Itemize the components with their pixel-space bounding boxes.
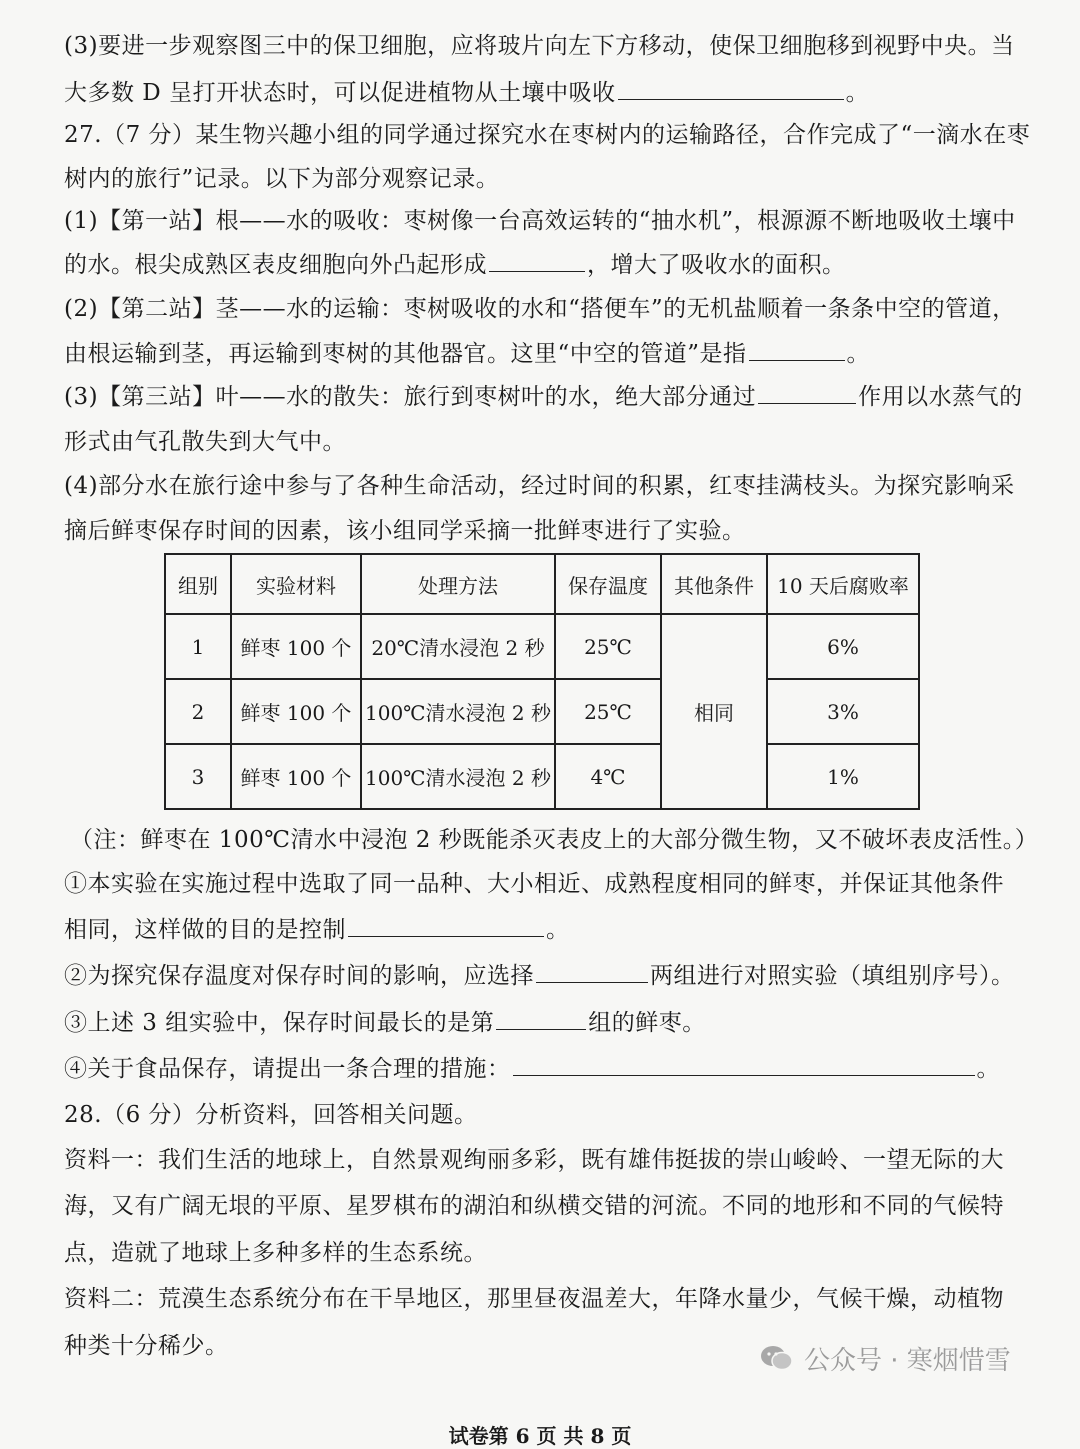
- question-27-1-line2: 的水。根尖成熟区表皮细胞向外凸起形成 ，增大了吸收水的面积。: [64, 249, 1040, 281]
- material-1-line3: 点，造就了地球上多种多样的生态系统。: [64, 1240, 487, 1266]
- table-cell: 25℃: [555, 679, 661, 744]
- table-row: [165, 614, 919, 679]
- material-2-line1: 资料二：荒漠生态系统分布在干旱地区，那里昼夜温差大，年降水量少，气候干燥，动植物: [64, 1286, 1004, 1312]
- table-cell: 1: [165, 614, 231, 679]
- answer-blank[interactable]: [618, 77, 844, 100]
- question-26-3-line2: 大多数 D 呈打开状态时，可以促进植物从土壤中吸收 。: [64, 77, 1040, 109]
- table-cell: 鲜枣 100 个: [231, 679, 361, 744]
- question-27-4-sub3: ③上述 3 组实验中，保存时间最长的是第 组的鲜枣。: [64, 1007, 1040, 1039]
- question-27-4-line2: 摘后鲜枣保存时间的因素，该小组同学采摘一批鲜枣进行了实验。: [64, 518, 746, 544]
- watermark: [760, 1340, 1060, 1376]
- question-27-heading-line1: 27.（7 分）某生物兴趣小组的同学通过探究水在枣树内的运输路径，合作完成了“一滴水在枣: [64, 122, 1031, 148]
- experiment-table: [164, 553, 920, 810]
- table-cell: 鲜枣 100 个: [231, 614, 361, 679]
- table-header: 其他条件: [661, 554, 767, 614]
- table-note: （注：鲜枣在 100℃清水中浸泡 2 秒既能杀灭表皮上的大部分微生物，又不破坏表皮活性。）: [70, 827, 1039, 853]
- question-27-4-sub1-line2: 相同，这样做的目的是控制 。: [64, 914, 1040, 946]
- question-27-3-line1: (3)【第三站】叶——水的散失：旅行到枣树叶的水，绝大部分通过 作用以水蒸气的: [64, 381, 1040, 413]
- table-cell: 100℃清水浸泡 2 秒: [361, 679, 555, 744]
- question-27-4-sub2: ②为探究保存温度对保存时间的影响，应选择 两组进行对照实验（填组别序号）。: [64, 960, 1040, 992]
- answer-blank[interactable]: [749, 338, 845, 361]
- answer-blank[interactable]: [489, 249, 585, 272]
- table-header: 组别: [165, 554, 231, 614]
- material-1-line2: 海，又有广阔无垠的平原、星罗棋布的湖泊和纵横交错的河流。不同的地形和不同的气候特: [64, 1193, 1004, 1219]
- table-cell-other-conditions: 相同: [661, 614, 767, 809]
- table-cell: 鲜枣 100 个: [231, 744, 361, 809]
- question-27-2-line2: 由根运输到茎，再运输到枣树的其他器官。这里“中空的管道”是指 。: [64, 338, 1040, 370]
- table-cell: 2: [165, 679, 231, 744]
- question-27-3-line2: 形式由气孔散失到大气中。: [64, 429, 346, 455]
- table-header: 10 天后腐败率: [767, 554, 919, 614]
- table-header-row: [165, 554, 919, 614]
- question-27-heading-line2: 树内的旅行”记录。以下为部分观察记录。: [64, 166, 500, 192]
- table-header: 实验材料: [231, 554, 361, 614]
- material-2-line2: 种类十分稀少。: [64, 1333, 229, 1359]
- answer-blank[interactable]: [496, 1007, 586, 1030]
- question-27-2-line1: (2)【第二站】茎——水的运输：枣树吸收的水和“搭便车”的无机盐顺着一条条中空的管道，: [64, 296, 1016, 322]
- question-26-3-line1: (3)要进一步观察图三中的保卫细胞，应将玻片向左下方移动，使保卫细胞移到视野中央。当: [64, 33, 1015, 59]
- watermark-text: 公众号 · 寒烟惜雪: [804, 1345, 1011, 1376]
- material-1-line1: 资料一：我们生活的地球上，自然景观绚丽多彩，既有雄伟挺拔的崇山峻岭、一望无际的大: [64, 1147, 1004, 1173]
- answer-blank[interactable]: [758, 381, 856, 404]
- answer-blank[interactable]: [513, 1053, 975, 1076]
- table-header: 处理方法: [361, 554, 555, 614]
- question-27-1-line1: (1)【第一站】根——水的吸收：枣树像一台高效运转的“抽水机”，根源源不断地吸收土壤中: [64, 208, 1016, 234]
- table-cell: 100℃清水浸泡 2 秒: [361, 744, 555, 809]
- question-27-4-sub4: ④关于食品保存，请提出一条合理的措施： 。: [64, 1053, 1040, 1085]
- table-cell: 6%: [767, 614, 919, 679]
- table-row: [165, 744, 919, 809]
- question-27-4-sub1-line1: ①本实验在实施过程中选取了同一品种、大小相近、成熟程度相同的鲜枣，并保证其他条件: [64, 871, 1004, 897]
- table-header: 保存温度: [555, 554, 661, 614]
- table-cell: 3: [165, 744, 231, 809]
- answer-blank[interactable]: [348, 914, 544, 937]
- question-27-4-line1: (4)部分水在旅行途中参与了各种生命活动，经过时间的积累，红枣挂满枝头。为探究影响采: [64, 473, 1015, 499]
- answer-blank[interactable]: [536, 960, 648, 983]
- table-cell: 20℃清水浸泡 2 秒: [361, 614, 555, 679]
- table-cell: 25℃: [555, 614, 661, 679]
- page-footer: 试卷第 6 页 共 8 页: [448, 1424, 632, 1448]
- wechat-icon: [760, 1344, 794, 1372]
- table-cell: 3%: [767, 679, 919, 744]
- table-cell: 4℃: [555, 744, 661, 809]
- question-28-heading: 28.（6 分）分析资料，回答相关问题。: [64, 1102, 478, 1128]
- table-cell: 1%: [767, 744, 919, 809]
- table-row: [165, 679, 919, 744]
